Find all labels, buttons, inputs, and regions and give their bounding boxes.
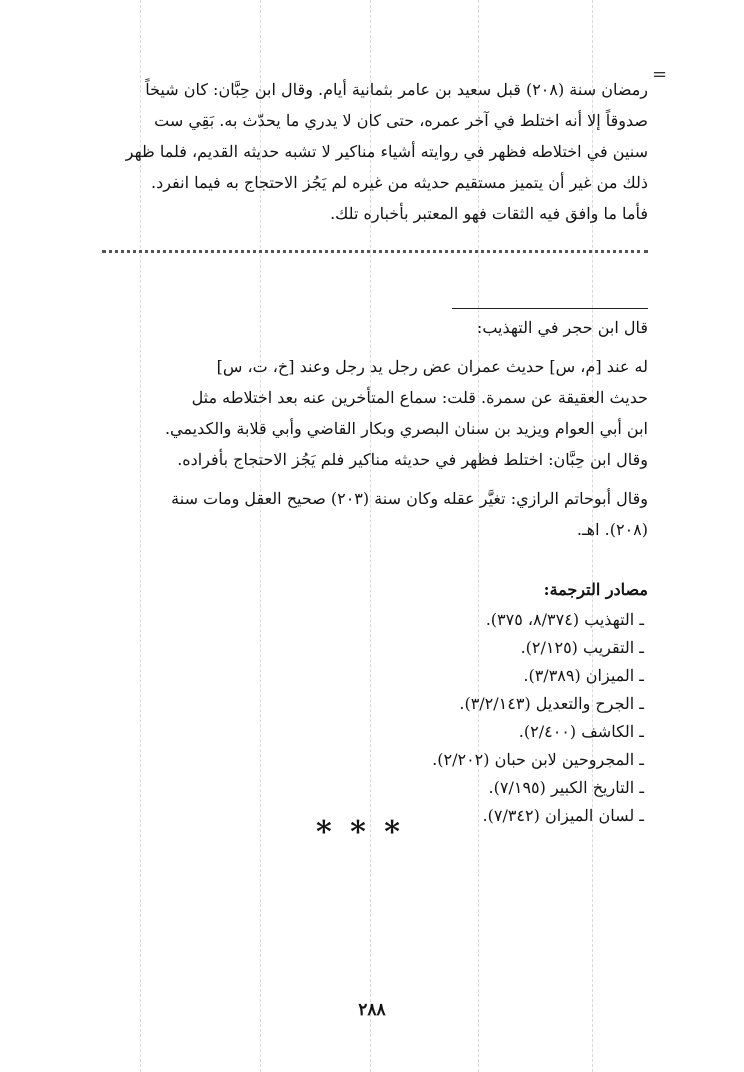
footnote-paragraph-2 <box>102 483 648 545</box>
source-item: ـ التهذيب (٨/٣٧٤، ٣٧٥). <box>485 610 644 629</box>
text-line: سنين في اختلاطه فظهر في روايته أشياء مناكير لا تشبه حديثه القديم، فلما ظهر <box>125 142 648 161</box>
section-separator: * * * <box>316 815 404 850</box>
page-number: ٢٨٨ <box>358 1000 386 1020</box>
source-item: ـ الكاشف (٢/٤٠٠). <box>518 722 644 741</box>
footnote-rule <box>452 308 648 309</box>
sources-section <box>228 576 648 830</box>
source-item: ـ التاريخ الكبير (٧/١٩٥). <box>488 778 644 797</box>
text-line: رمضان سنة (٢٠٨) قبل سعيد بن عامر بثمانية أيام. وقال ابن حِبَّان: كان شيخاً <box>145 80 648 99</box>
text-line: حديث العقيقة عن سمرة. قلت: سماع المتأخرين عنه بعد اختلاطه مثل <box>191 388 648 407</box>
text-line: له عند [م، س] حديث عمران عض رجل يد رجل وعند [خ، ت، س] <box>216 357 648 376</box>
source-item: ـ التقريب (٢/١٢٥). <box>520 638 644 657</box>
source-item: ـ لسان الميزان (٧/٣٤٢). <box>482 806 644 825</box>
text-line: وقال ابن حِبَّان: اختلط فظهر في حديثه مناكير فلم يَجُز الاحتجاج بأفراده. <box>177 450 648 469</box>
text-line: ذلك من غير أن يتميز مستقيم حديثه من غيره لم يَجُز الاحتجاج به فيما انفرد. <box>150 173 648 192</box>
footnote-heading: قال ابن حجر في التهذيب: <box>476 318 648 337</box>
text-line: فأما ما وافق فيه الثقات فهو المعتبر بأخباره تلك. <box>330 204 648 223</box>
footnote-paragraph-1 <box>102 351 648 475</box>
footnote <box>102 312 648 545</box>
top-paragraph <box>100 74 648 229</box>
sources-title: مصادر الترجمة: <box>543 580 648 599</box>
sources-list <box>228 606 648 830</box>
text-line: وقال أبوحاتم الرازي: تغيَّر عقله وكان سنة (٢٠٣) صحيح العقل ومات سنة <box>171 489 648 508</box>
margin-mark: = <box>652 64 668 85</box>
text-line: ابن أبي العوام ويزيد بن سنان البصري وبكار القاضي وأبي قلابة والكديمي. <box>164 419 648 438</box>
dotted-divider <box>102 250 648 253</box>
source-item: ـ الميزان (٣/٣٨٩). <box>523 666 644 685</box>
source-item: ـ المجروحين لابن حبان (٢/٢٠٢). <box>432 750 644 769</box>
text-line: (٢٠٨). اهـ. <box>576 520 648 539</box>
source-item: ـ الجرح والتعديل (٣/٢/١٤٣). <box>459 694 644 713</box>
text-line: صدوقاً إلا أنه اختلط في آخر عمره، حتى كان لا يدري ما يحدّث به. بَقِي ست <box>154 111 648 130</box>
